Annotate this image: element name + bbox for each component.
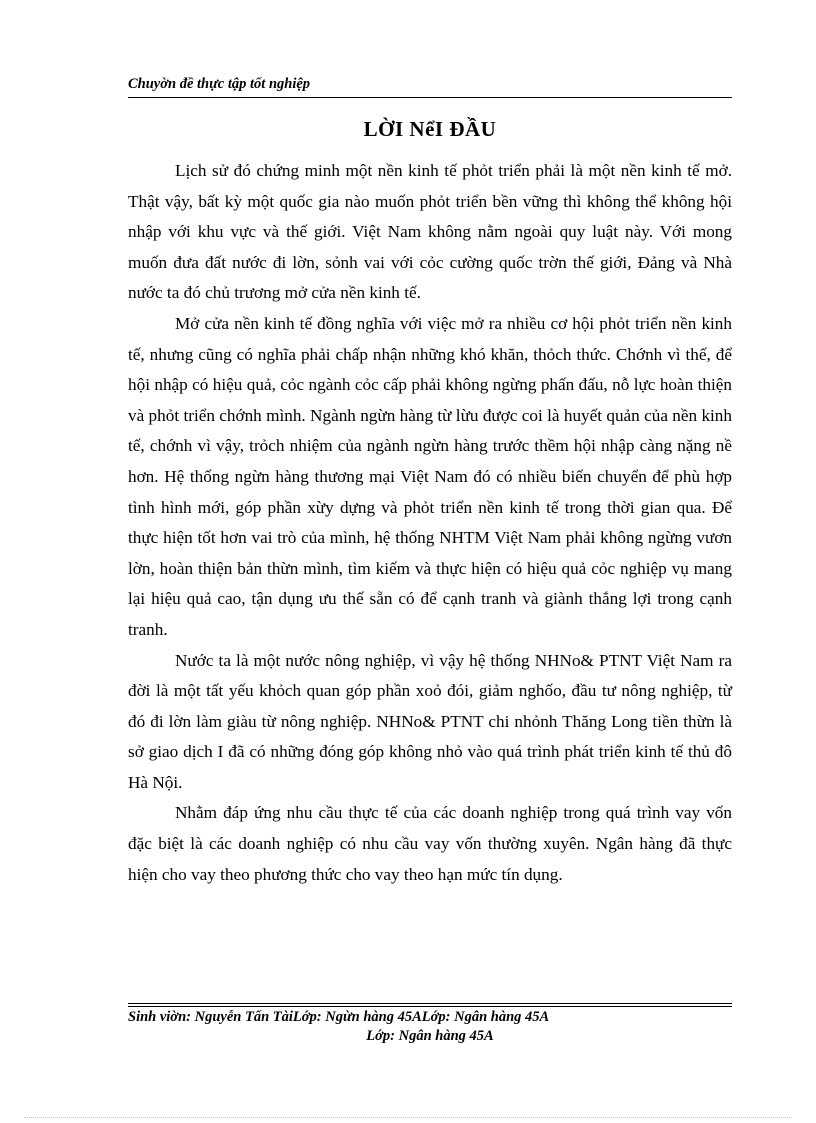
page-bottom-border — [24, 1117, 792, 1118]
header-divider — [128, 97, 732, 98]
page-title: LỜI NểI ĐẦU — [363, 117, 497, 141]
footer-student-line: Sinh viờn: Nguyễn Tấn TàiLớp: Ngừn hàng 45ALớp: Ngân hàng 45A — [128, 1009, 550, 1025]
footer-class-line: Lớp: Ngân hàng 45A — [366, 1028, 494, 1044]
footer-divider — [128, 1003, 732, 1007]
paragraph-1: Lịch sử đó chứng minh một nền kinh tế phỏt triển phải là một nền kinh tế mở. Thật vậy, bất kỳ một quốc gia nào muốn phỏt triển bền vững thì không thể không hội nhập với khu vực và thế giới. Việt Nam không nằm ngoài quy luật này. Với mong muốn đưa đất nước đi lờn, sỏnh vai với cỏc cường quốc trờn thế giới, Đảng và Nhà nước ta đó chủ trương mở cửa nền kinh tế. — [128, 161, 732, 303]
running-header: Chuyờn đề thực tập tốt nghiệp — [128, 76, 311, 92]
paragraph-2: Mở cửa nền kinh tế đồng nghĩa với việc mở ra nhiều cơ hội phỏt triển nền kinh tế, nhưng cũng có nghĩa phải chấp nhận những khó khăn, thỏch thức. Chớnh vì thế, để hội nhập có hiệu quả, cỏc ngành cỏc cấp phải không ngừng phấn đấu, nỗ lực hoàn thiện và phỏt triển chớnh mình. Ngành ngừn hàng từ lừu được coi là huyết quản của nền kinh tế, chớnh vì vậy, trỏch nhiệm của ngành ngừn hàng trước thềm hội nhập càng nặng nề hơn. Hệ thống ngừn hàng thương mại Việt Nam đó có nhiều biến chuyển để phù hợp tình hình mới, góp phần xừy dựng và phỏt triển nền kinh tế trong thời gian qua. Để thực hiện tốt hơn vai trò của mình, hệ thống NHTM Việt Nam phải không ngừng vươn lờn, hoàn thiện bản thừn mình, tìm kiếm và thực hiện có hiệu quả cỏc nghiệp vụ mang lại hiệu quả cao, tận dụng ưu thế sẵn có để cạnh tranh và giành thắng lợi trong cạnh tranh. — [128, 313, 732, 639]
document-body — [128, 156, 732, 890]
paragraph-4: Nhằm đáp ứng nhu cầu thực tế của các doanh nghiệp trong quá trình vay vốn đặc biệt là các doanh nghiệp có nhu cầu vay vốn thường xuyên. Ngân hàng đã thực hiện cho vay theo phương thức cho vay theo hạn mức tín dụng. — [128, 803, 732, 884]
paragraph-3: Nước ta là một nước nông nghiệp, vì vậy hệ thống NHNo& PTNT Việt Nam ra đời là một tất yếu khỏch quan góp phần xoỏ đói, giảm nghốo, đầu tư nông nghiệp, từ đó đi lờn làm giàu từ nông nghiệp. NHNo& PTNT chi nhỏnh Thăng Long tiền thừn là sở giao dịch I đã có những đóng góp không nhỏ vào quá trình phát triển kinh tế thủ đô Hà Nội. — [128, 650, 732, 792]
